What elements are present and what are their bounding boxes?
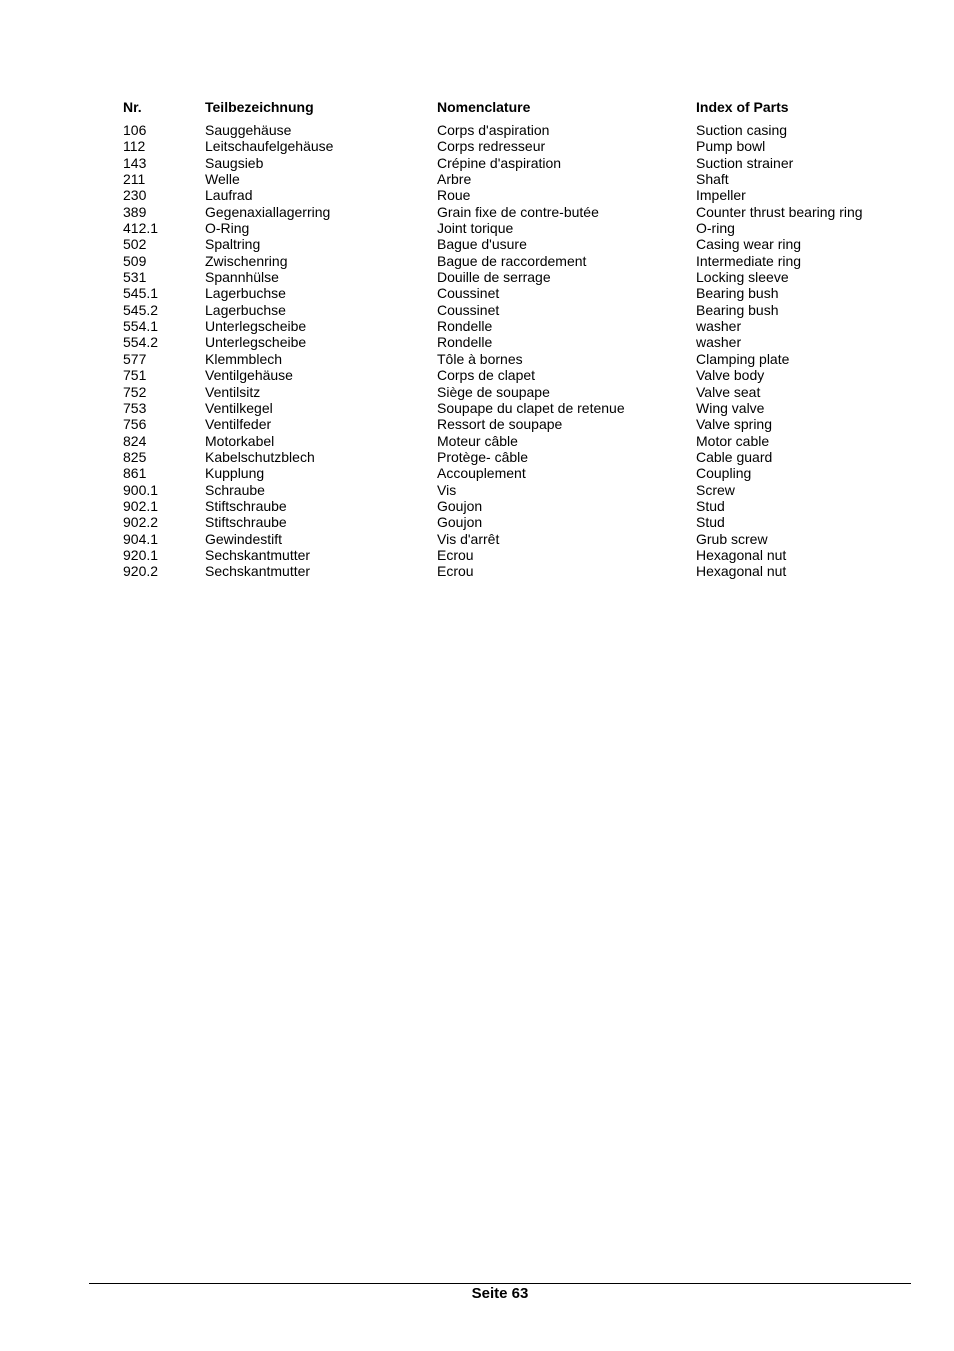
- cell-index-of-parts: Stud: [696, 497, 725, 514]
- table-row: [123, 498, 886, 514]
- cell-index-of-parts: washer: [696, 318, 742, 335]
- table-row: [123, 155, 886, 171]
- cell-index-of-parts: Shaft: [696, 171, 729, 188]
- cell-nomenclature: Bague d'usure: [437, 236, 527, 253]
- footer-divider: [89, 1283, 911, 1284]
- cell-nr: 753: [123, 399, 147, 416]
- cell-nomenclature: Protège- câble: [437, 448, 529, 465]
- header-nr: Nr.: [123, 99, 142, 115]
- cell-nr: 861: [123, 465, 147, 482]
- cell-teilbezeichnung: Unterlegscheibe: [205, 318, 307, 335]
- table-row: [123, 482, 886, 498]
- cell-nr: 554.1: [123, 318, 159, 335]
- cell-nr: 412.1: [123, 220, 159, 237]
- cell-nr: 531: [123, 269, 147, 286]
- cell-teilbezeichnung: Ventilfeder: [205, 416, 272, 433]
- cell-nomenclature: Soupape du clapet de retenue: [437, 399, 625, 416]
- cell-nomenclature: Arbre: [437, 171, 472, 188]
- cell-teilbezeichnung: Spannhülse: [205, 269, 279, 286]
- header-index-of-parts: Index of Parts: [696, 99, 789, 115]
- cell-index-of-parts: washer: [696, 334, 742, 351]
- cell-nr: 106: [123, 122, 147, 138]
- cell-nomenclature: Tôle à bornes: [437, 350, 523, 367]
- cell-index-of-parts: Valve seat: [696, 383, 761, 400]
- cell-index-of-parts: Cable guard: [696, 448, 773, 465]
- table-row: [123, 236, 886, 252]
- table-row: [123, 449, 886, 465]
- table-row: [123, 171, 886, 187]
- table-row: [123, 465, 886, 481]
- cell-nomenclature: Corps redresseur: [437, 138, 546, 155]
- cell-nr: 502: [123, 236, 147, 253]
- cell-teilbezeichnung: Gewindestift: [205, 530, 283, 547]
- cell-teilbezeichnung: Ventilkegel: [205, 399, 273, 416]
- cell-index-of-parts: Grub screw: [696, 530, 768, 547]
- cell-nr: 112: [123, 138, 146, 155]
- cell-nr: 900.1: [123, 481, 159, 498]
- table-row: [123, 514, 886, 530]
- cell-nomenclature: Crépine d'aspiration: [437, 154, 562, 171]
- table-row: [123, 138, 886, 154]
- cell-nomenclature: Coussinet: [437, 285, 500, 302]
- cell-nr: 211: [123, 171, 146, 188]
- cell-nomenclature: Ecrou: [437, 563, 474, 580]
- cell-index-of-parts: Wing valve: [696, 399, 765, 416]
- table-row: [123, 187, 886, 203]
- cell-nomenclature: Rondelle: [437, 318, 493, 335]
- cell-nr: 920.2: [123, 563, 159, 580]
- cell-nr: 554.2: [123, 334, 159, 351]
- cell-nomenclature: Vis d'arrêt: [437, 530, 500, 547]
- cell-nomenclature: Accouplement: [437, 465, 526, 482]
- cell-teilbezeichnung: Sechskantmutter: [205, 546, 311, 563]
- cell-index-of-parts: Impeller: [696, 187, 746, 204]
- cell-teilbezeichnung: Kabelschutzblech: [205, 448, 315, 465]
- cell-nomenclature: Roue: [437, 187, 471, 204]
- table-row: [123, 318, 886, 334]
- table-row: [123, 122, 886, 138]
- cell-index-of-parts: Coupling: [696, 465, 752, 482]
- cell-index-of-parts: Stud: [696, 514, 725, 531]
- cell-nomenclature: Douille de serrage: [437, 269, 551, 286]
- cell-nr: 902.2: [123, 514, 159, 531]
- table-row: [123, 433, 886, 449]
- table-row: [123, 351, 886, 367]
- cell-index-of-parts: Casing wear ring: [696, 236, 802, 253]
- cell-nomenclature: Rondelle: [437, 334, 493, 351]
- cell-nomenclature: Corps de clapet: [437, 367, 536, 384]
- table-row: [123, 531, 886, 547]
- cell-teilbezeichnung: Stiftschraube: [205, 514, 287, 531]
- table-body: [123, 122, 886, 580]
- table-header: [123, 98, 886, 122]
- cell-index-of-parts: Bearing bush: [696, 301, 779, 318]
- cell-teilbezeichnung: Stiftschraube: [205, 497, 287, 514]
- cell-nr: 902.1: [123, 497, 159, 514]
- cell-nomenclature: Joint torique: [437, 220, 514, 237]
- table-row: [123, 400, 886, 416]
- cell-nr: 920.1: [123, 546, 159, 563]
- page-number: Seite 63: [471, 1285, 529, 1302]
- cell-nomenclature: Goujon: [437, 514, 483, 531]
- cell-nr: 904.1: [123, 530, 159, 547]
- cell-index-of-parts: Screw: [696, 481, 735, 498]
- table-row: [123, 563, 886, 579]
- cell-teilbezeichnung: Spaltring: [205, 236, 261, 253]
- cell-teilbezeichnung: O-Ring: [205, 220, 250, 237]
- cell-nr: 577: [123, 350, 147, 367]
- table-row: [123, 220, 886, 236]
- cell-teilbezeichnung: Lagerbuchse: [205, 301, 286, 318]
- table-row: [123, 416, 886, 432]
- cell-nr: 545.1: [123, 285, 159, 302]
- cell-nomenclature: Corps d'aspiration: [437, 122, 550, 138]
- cell-index-of-parts: Locking sleeve: [696, 269, 789, 286]
- cell-nr: 509: [123, 252, 147, 269]
- table-row: [123, 334, 886, 350]
- cell-nr: 825: [123, 448, 147, 465]
- cell-nomenclature: Grain fixe de contre-butée: [437, 203, 599, 220]
- cell-index-of-parts: O-ring: [696, 220, 735, 237]
- cell-nr: 756: [123, 416, 147, 433]
- cell-nomenclature: Coussinet: [437, 301, 500, 318]
- cell-index-of-parts: Valve body: [696, 367, 765, 384]
- cell-nr: 545.2: [123, 301, 159, 318]
- cell-teilbezeichnung: Unterlegscheibe: [205, 334, 307, 351]
- cell-teilbezeichnung: Ventilgehäuse: [205, 367, 293, 384]
- cell-index-of-parts: Valve spring: [696, 416, 773, 433]
- cell-teilbezeichnung: Sauggehäuse: [205, 122, 292, 138]
- cell-index-of-parts: Clamping plate: [696, 350, 790, 367]
- cell-nomenclature: Siège de soupape: [437, 383, 550, 400]
- cell-index-of-parts: Bearing bush: [696, 285, 779, 302]
- cell-teilbezeichnung: Zwischenring: [205, 252, 288, 269]
- cell-teilbezeichnung: Saugsieb: [205, 154, 264, 171]
- table-row: [123, 253, 886, 269]
- cell-index-of-parts: Intermediate ring: [696, 252, 802, 269]
- cell-nr: 389: [123, 203, 147, 220]
- cell-teilbezeichnung: Schraube: [205, 481, 265, 498]
- cell-nr: 751: [123, 367, 147, 384]
- cell-teilbezeichnung: Lagerbuchse: [205, 285, 286, 302]
- header-teilbezeichnung: Teilbezeichnung: [205, 99, 314, 115]
- cell-nomenclature: Vis: [437, 481, 457, 498]
- table-row: [123, 204, 886, 220]
- table-row: [123, 302, 886, 318]
- cell-teilbezeichnung: Kupplung: [205, 465, 265, 482]
- cell-nr: 752: [123, 383, 147, 400]
- cell-teilbezeichnung: Laufrad: [205, 187, 253, 204]
- cell-teilbezeichnung: Motorkabel: [205, 432, 275, 449]
- table-row: [123, 269, 886, 285]
- cell-nr: 230: [123, 187, 147, 204]
- cell-nomenclature: Moteur câble: [437, 432, 518, 449]
- parts-list-table: [123, 98, 886, 580]
- table-row: [123, 547, 886, 563]
- table-row: [123, 367, 886, 383]
- cell-teilbezeichnung: Sechskantmutter: [205, 563, 311, 580]
- table-row: [123, 285, 886, 301]
- cell-index-of-parts: Hexagonal nut: [696, 546, 787, 563]
- header-row: [123, 98, 886, 116]
- cell-index-of-parts: Hexagonal nut: [696, 563, 787, 580]
- cell-index-of-parts: Motor cable: [696, 432, 770, 449]
- cell-teilbezeichnung: Welle: [205, 171, 240, 188]
- cell-index-of-parts: Suction casing: [696, 122, 788, 138]
- cell-index-of-parts: Counter thrust bearing ring: [696, 203, 863, 220]
- cell-nr: 143: [123, 154, 147, 171]
- cell-nomenclature: Goujon: [437, 497, 483, 514]
- cell-nr: 824: [123, 432, 147, 449]
- cell-index-of-parts: Suction strainer: [696, 154, 794, 171]
- cell-nomenclature: Bague de raccordement: [437, 252, 587, 269]
- table-row: [123, 384, 886, 400]
- cell-teilbezeichnung: Gegenaxiallagerring: [205, 203, 331, 220]
- cell-index-of-parts: Pump bowl: [696, 138, 766, 155]
- cell-nomenclature: Ecrou: [437, 546, 474, 563]
- header-nomenclature: Nomenclature: [437, 99, 531, 115]
- cell-teilbezeichnung: Klemmblech: [205, 350, 283, 367]
- cell-teilbezeichnung: Leitschaufelgehäuse: [205, 138, 334, 155]
- cell-teilbezeichnung: Ventilsitz: [205, 383, 261, 400]
- cell-nomenclature: Ressort de soupape: [437, 416, 563, 433]
